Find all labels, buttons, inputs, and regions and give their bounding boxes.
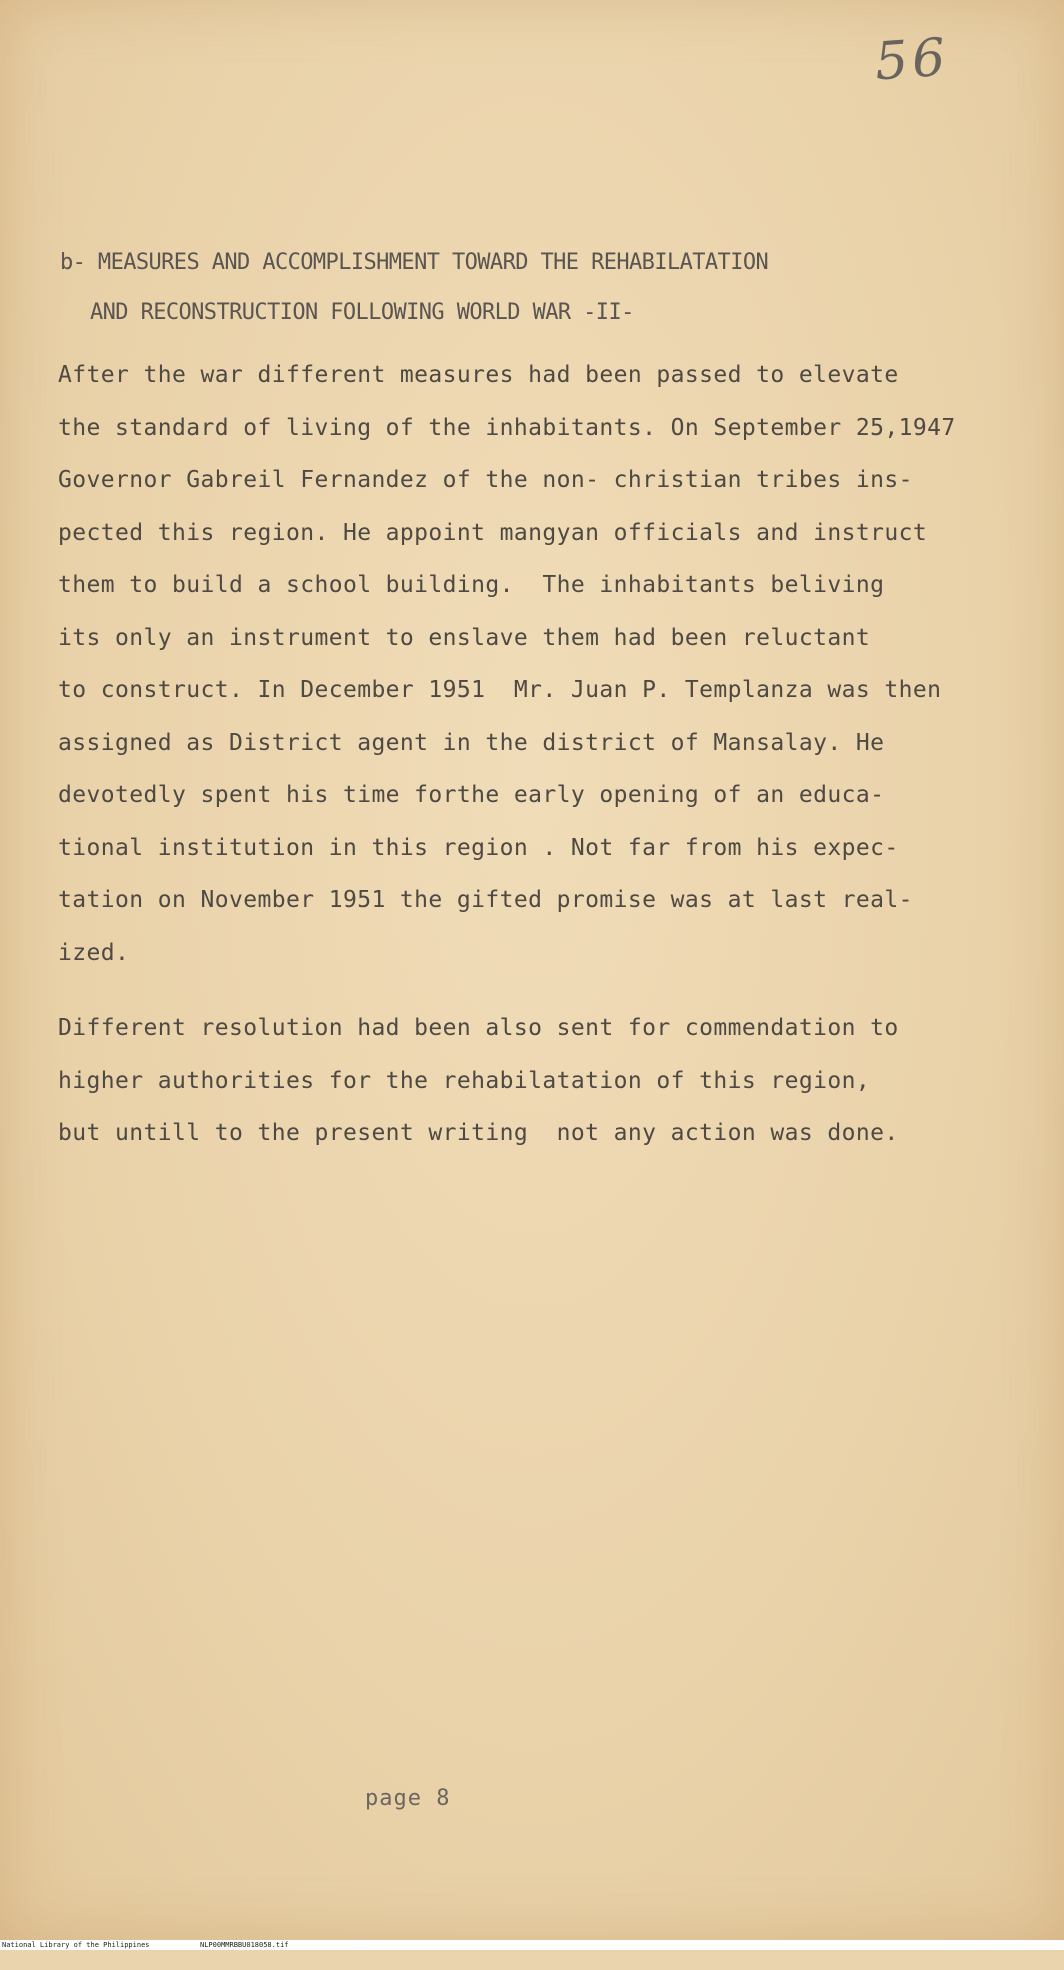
text-line: higher authorities for the rehabilatation of this region,: [58, 1067, 871, 1094]
section-heading: [60, 238, 768, 338]
file-name: NLP00MMRBBU018058.tif: [200, 1941, 289, 1949]
text-line: Different resolution had been also sent for commendation to: [58, 1015, 899, 1041]
text-line: tation on November 1951 the gifted promise was at last real-: [58, 887, 913, 913]
text-line: assigned as District agent in the district of Mansalay. He: [58, 729, 885, 756]
handwritten-page-number: 56: [872, 27, 952, 93]
text-line: ized.: [58, 939, 130, 966]
body-paragraph-2: [58, 1002, 899, 1160]
text-line: devotedly spent his time forthe early opening of an educa-: [58, 782, 885, 808]
text-line: them to build a school building. The inhabitants beliving: [58, 572, 885, 598]
footer-page-label: page 8: [365, 1786, 451, 1811]
source-caption-strip: [0, 1940, 1064, 1950]
text-line: pected this region. He appoint mangyan officials and instruct: [58, 519, 928, 546]
body-paragraph-1: [58, 349, 956, 979]
heading-line: AND RECONSTRUCTION FOLLOWING WORLD WAR -II-: [90, 300, 634, 325]
library-name: National Library of the Philippines: [2, 1941, 150, 1949]
text-line: but untill to the present writing not any action was done.: [58, 1120, 899, 1146]
text-line: the standard of living of the inhabitants. On September 25,1947: [58, 414, 956, 441]
text-line: After the war different measures had been passed to elevate: [58, 362, 899, 388]
text-line: its only an instrument to enslave them had been reluctant: [58, 624, 871, 651]
text-line: to construct. In December 1951 Mr. Juan P. Templanza was then: [58, 677, 942, 703]
heading-line: b- MEASURES AND ACCOMPLISHMENT TOWARD THE REHABILATATION: [60, 250, 769, 275]
text-line: tional institution in this region . Not far from his expec-: [58, 834, 899, 861]
text-line: Governor Gabreil Fernandez of the non- christian tribes ins-: [58, 467, 913, 493]
